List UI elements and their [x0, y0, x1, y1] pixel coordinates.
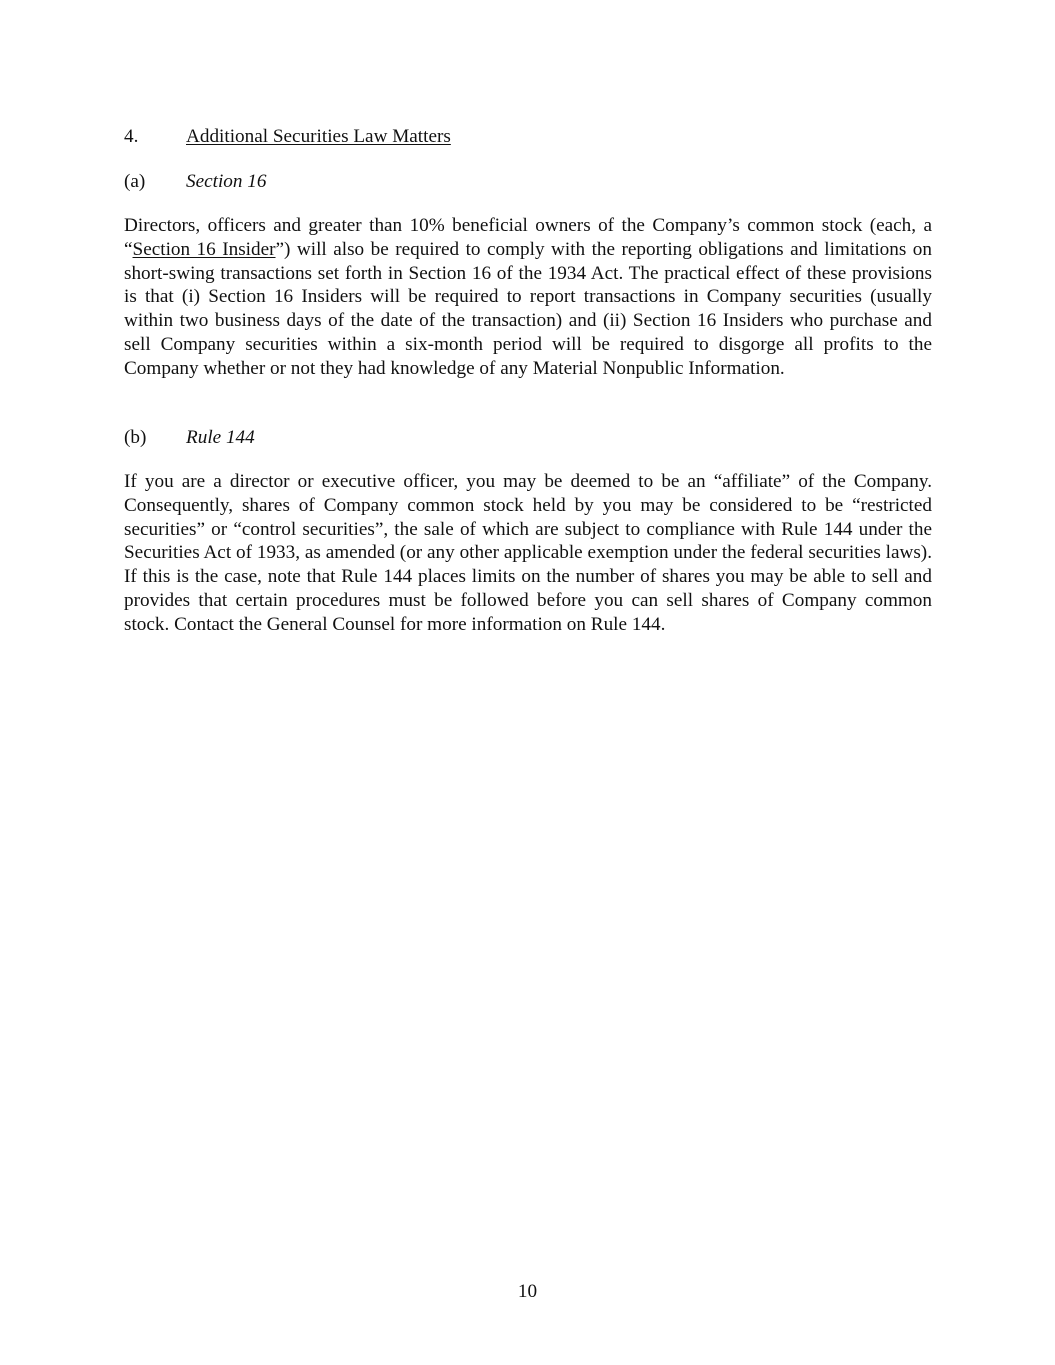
- subsection-a-heading: [124, 170, 932, 194]
- subsection-b-label: (b): [124, 427, 147, 448]
- section-title: Additional Securities Law Matters: [186, 126, 451, 147]
- subsection-a-label: (a): [124, 171, 146, 192]
- page-number: 10: [517, 1281, 538, 1302]
- subsection-b-heading: [124, 426, 932, 450]
- subsection-b-title: Rule 144: [186, 427, 255, 448]
- subsection-a-text-start: Directors, officers and greater than 10% beneficial owners of the Company’s common stock (each, a “: [124, 215, 932, 260]
- subsection-a-text-end: ”) will also be required to comply with the reporting obligations and limitations on short-swing transactions set forth in Section 16 of the 1934 Act. The practical effect of these provisions is that (i) Section 16 Insiders will be required to report transactions in Company securities (usually within two business days of the date of the transaction) and (ii) Section 16 Insiders who purchase and sell Company securities within a six-month period will be required to disgorge all profits to the Company whether or not they had knowledge of any Material Nonpublic Information.: [124, 238, 932, 379]
- section-heading: [124, 125, 932, 149]
- subsection-b-paragraph: If you are a director or executive officer, you may be deemed to be an “affiliate” of the Company. Consequently, shares of Company common stock held by you may be considered to be “restricted securities” or “control securities”, the sale of which are subject to compliance with Rule 144 under the Securities Act of 1933, as amended (or any other applicable exemption under the federal securities laws). If this is the case, note that Rule 144 places limits on the number of shares you may be able to sell and provides that certain procedures must be followed before you can sell shares of Company common stock. Contact the General Counsel for more information on Rule 144.: [124, 471, 932, 635]
- defined-term-section-16-insider: Section 16 Insider: [132, 238, 276, 260]
- section-number: 4.: [124, 126, 139, 147]
- subsection-a-title: Section 16: [186, 171, 267, 192]
- subsection-a-paragraph: [124, 214, 932, 381]
